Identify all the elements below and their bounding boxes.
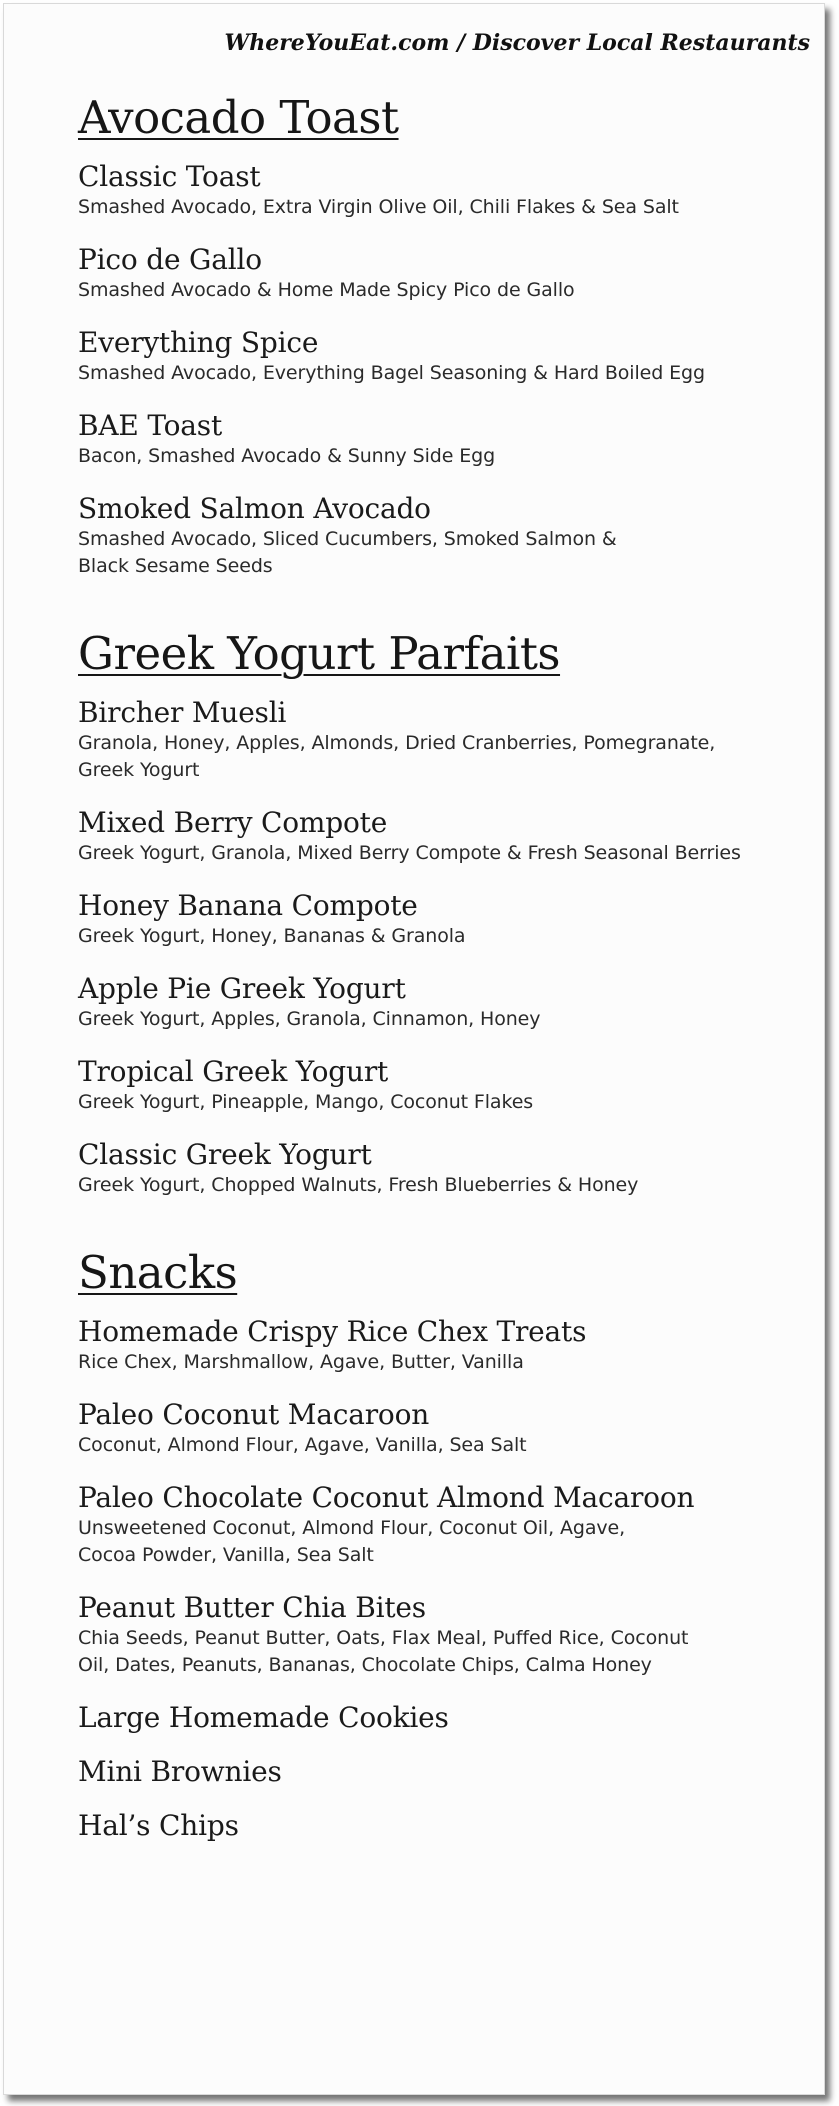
menu-item-description: Greek Yogurt, Pineapple, Mango, Coconut Flakes — [78, 1091, 534, 1113]
menu-item-name: Large Homemade Cookies — [78, 1701, 449, 1734]
menu-item-description: Greek Yogurt, Honey, Bananas & Granola — [78, 925, 466, 947]
menu-item-name: Apple Pie Greek Yogurt — [78, 972, 406, 1005]
menu-item-description: Smashed Avocado, Sliced Cucumbers, Smoked Salmon & — [78, 528, 617, 550]
menu-item — [78, 1591, 798, 1679]
menu-item — [78, 1755, 798, 1789]
menu-item-description: Smashed Avocado, Extra Virgin Olive Oil, Chili Flakes & Sea Salt — [78, 196, 679, 218]
menu-item-name: Smoked Salmon Avocado — [78, 492, 431, 525]
menu-item-description: Cocoa Powder, Vanilla, Sea Salt — [78, 1544, 374, 1566]
menu-item-name: BAE Toast — [78, 409, 223, 442]
menu-content — [78, 90, 798, 1863]
menu-item-name: Classic Toast — [78, 160, 261, 193]
menu-item-name: Pico de Gallo — [78, 243, 262, 276]
menu-item — [78, 326, 798, 387]
menu-item-description: Unsweetened Coconut, Almond Flour, Coconut Oil, Agave, — [78, 1517, 626, 1539]
menu-item-description: Black Sesame Seeds — [78, 555, 273, 577]
menu-item-name: Mixed Berry Compote — [78, 806, 388, 839]
section-title: Avocado Toast — [78, 91, 399, 144]
menu-item — [78, 1315, 798, 1376]
menu-item-name: Hal’s Chips — [78, 1809, 239, 1842]
menu-item-name: Bircher Muesli — [78, 696, 287, 729]
menu-item — [78, 1481, 798, 1569]
menu-section — [78, 1245, 798, 1843]
site-watermark: WhereYouEat.com / Discover Local Restaurants — [224, 30, 810, 56]
menu-item — [78, 1701, 798, 1735]
menu-item-description: Rice Chex, Marshmallow, Agave, Butter, Vanilla — [78, 1351, 524, 1373]
menu-item-description: Oil, Dates, Peanuts, Bananas, Chocolate Chips, Calma Honey — [78, 1654, 652, 1676]
menu-page — [3, 3, 825, 2095]
menu-item-name: Everything Spice — [78, 326, 319, 359]
menu-item — [78, 696, 798, 784]
menu-item-name: Homemade Crispy Rice Chex Treats — [78, 1315, 587, 1348]
menu-item-name: Peanut Butter Chia Bites — [78, 1591, 426, 1624]
menu-item-description: Smashed Avocado, Everything Bagel Seasoning & Hard Boiled Egg — [78, 362, 705, 384]
menu-item-description: Greek Yogurt, Chopped Walnuts, Fresh Blueberries & Honey — [78, 1174, 639, 1196]
menu-item — [78, 492, 798, 580]
menu-item — [78, 1138, 798, 1199]
menu-item-name: Honey Banana Compote — [78, 889, 418, 922]
menu-item-description: Bacon, Smashed Avocado & Sunny Side Egg — [78, 445, 496, 467]
menu-item-name: Paleo Chocolate Coconut Almond Macaroon — [78, 1481, 695, 1514]
section-spacer — [78, 1221, 798, 1245]
menu-item-description: Coconut, Almond Flour, Agave, Vanilla, Sea Salt — [78, 1434, 527, 1456]
menu-item — [78, 1055, 798, 1116]
menu-item — [78, 243, 798, 304]
menu-item-description: Greek Yogurt, Apples, Granola, Cinnamon, Honey — [78, 1008, 541, 1030]
menu-item-name: Paleo Coconut Macaroon — [78, 1398, 430, 1431]
menu-item-name: Mini Brownies — [78, 1755, 282, 1788]
menu-item-description: Greek Yogurt — [78, 759, 200, 781]
menu-section — [78, 90, 798, 580]
section-title: Greek Yogurt Parfaits — [78, 627, 561, 680]
menu-section — [78, 626, 798, 1199]
menu-item — [78, 972, 798, 1033]
menu-item — [78, 409, 798, 470]
menu-item-description: Chia Seeds, Peanut Butter, Oats, Flax Meal, Puffed Rice, Coconut — [78, 1627, 689, 1649]
menu-item-name: Tropical Greek Yogurt — [78, 1055, 389, 1088]
menu-item — [78, 160, 798, 221]
menu-item-name: Classic Greek Yogurt — [78, 1138, 372, 1171]
menu-item-description: Smashed Avocado & Home Made Spicy Pico de Gallo — [78, 279, 575, 301]
menu-item-description: Granola, Honey, Apples, Almonds, Dried Cranberries, Pomegranate, — [78, 732, 716, 754]
menu-item — [78, 806, 798, 867]
section-title: Snacks — [78, 1246, 238, 1299]
menu-item — [78, 1809, 798, 1843]
menu-item — [78, 1398, 798, 1459]
menu-item-description: Greek Yogurt, Granola, Mixed Berry Compote & Fresh Seasonal Berries — [78, 842, 741, 864]
menu-item — [78, 889, 798, 950]
section-spacer — [78, 602, 798, 626]
